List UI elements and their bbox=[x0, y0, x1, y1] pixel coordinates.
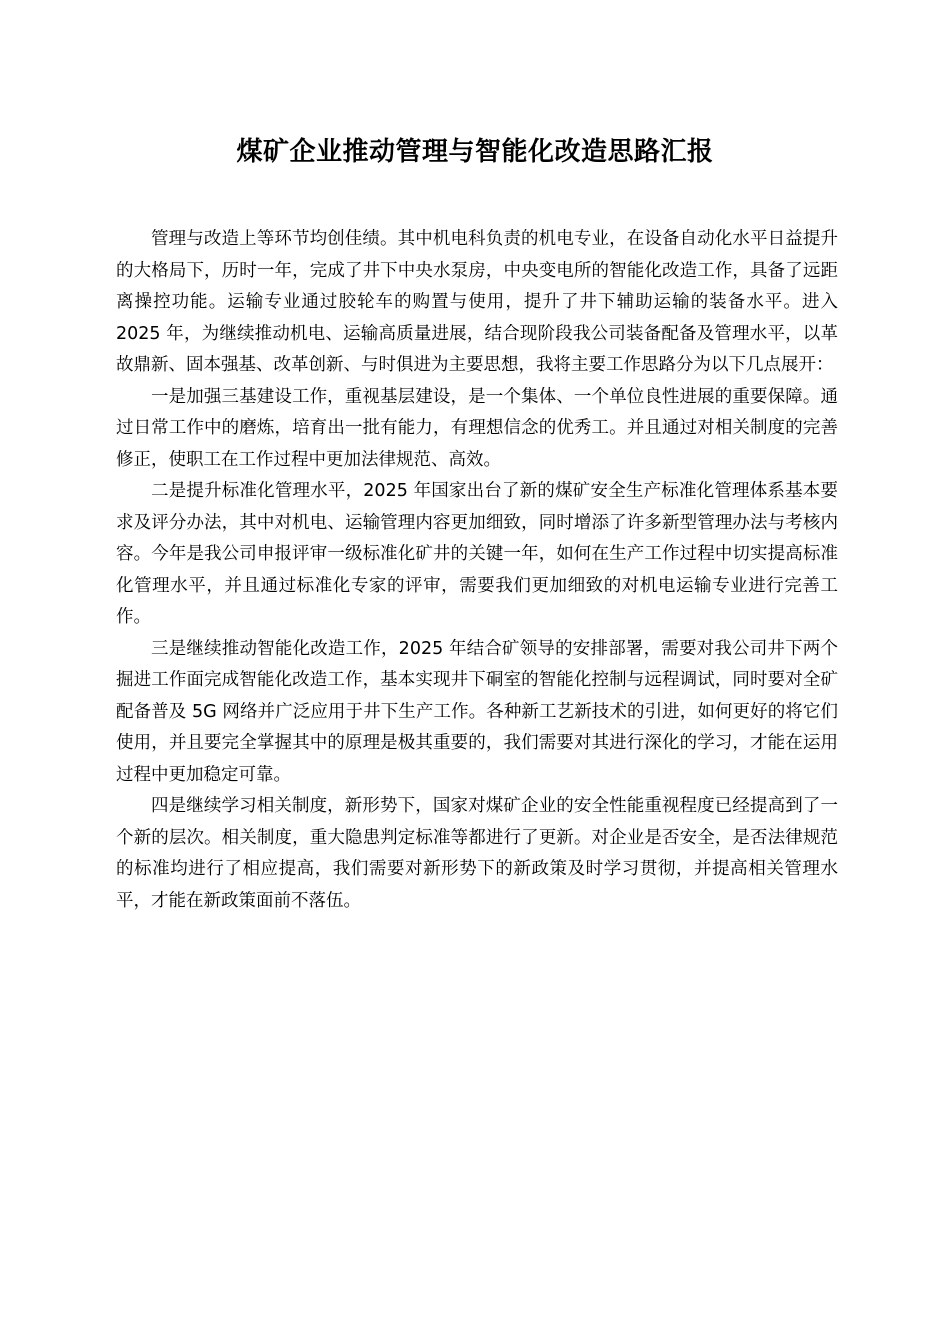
paragraph-point-2: 二是提升标准化管理水平，2025 年国家出台了新的煤矿安全生产标准化管理体系基本要求及评分办法，其中对机电、运输管理内容更加细致，同时增添了许多新型管理办法与考核内容。今年是我公司申报评审一级标准化矿井的关键一年，如何在生产工作过程中切实提高标准化管理水平，并且通过标准化专家的评审，需要我们更加细致的对机电运输专业进行完善工作。 bbox=[116, 481, 838, 627]
paragraph-point-4: 四是继续学习相关制度，新形势下，国家对煤矿企业的安全性能重视程度已经提高到了一个新的层次。相关制度，重大隐患判定标准等都进行了更新。对企业是否安全，是否法律规范的标准均进行了相应提高，我们需要对新形势下的新政策及时学习贯彻，并提高相关管理水平，才能在新政策面前不落伍。 bbox=[116, 796, 838, 911]
paragraph-point-3: 三是继续推动智能化改造工作，2025 年结合矿领导的安排部署，需要对我公司井下两个掘进工作面完成智能化改造工作，基本实现井下硐室的智能化控制与远程调试，同时要对全矿配备普及 5G 网络并广泛应用于井下生产工作。各种新工艺新技术的引进，如何更好的将它们使用，并且要完全掌握其中的原理是极其重要的，我们需要对其进行深化的学习，才能在运用过程中更加稳定可靠。 bbox=[116, 638, 838, 785]
document-body bbox=[116, 224, 838, 917]
document-title: 煤矿企业推动管理与智能化改造思路汇报 bbox=[236, 137, 714, 167]
paragraph-intro: 管理与改造上等环节均创佳绩。其中机电科负责的机电专业，在设备自动化水平日益提升的大格局下，历时一年，完成了井下中央水泵房，中央变电所的智能化改造工作，具备了远距离操控功能。运输专业通过胶轮车的购置与使用，提升了井下辅助运输的装备水平。进入 2025 年，为继续推动机电、运输高质量进展，结合现阶段我公司装备配备及管理水平，以革故鼎新、固本强基、改革创新、与时俱进为主要思想，我将主要工作思路分为以下几点展开： bbox=[116, 229, 838, 375]
paragraph-point-1: 一是加强三基建设工作，重视基层建设，是一个集体、一个单位良性进展的重要保障。通过日常工作中的磨炼，培育出一批有能力，有理想信念的优秀工。并且通过对相关制度的完善修正，使职工在工作过程中更加法律规范、高效。 bbox=[116, 386, 838, 470]
